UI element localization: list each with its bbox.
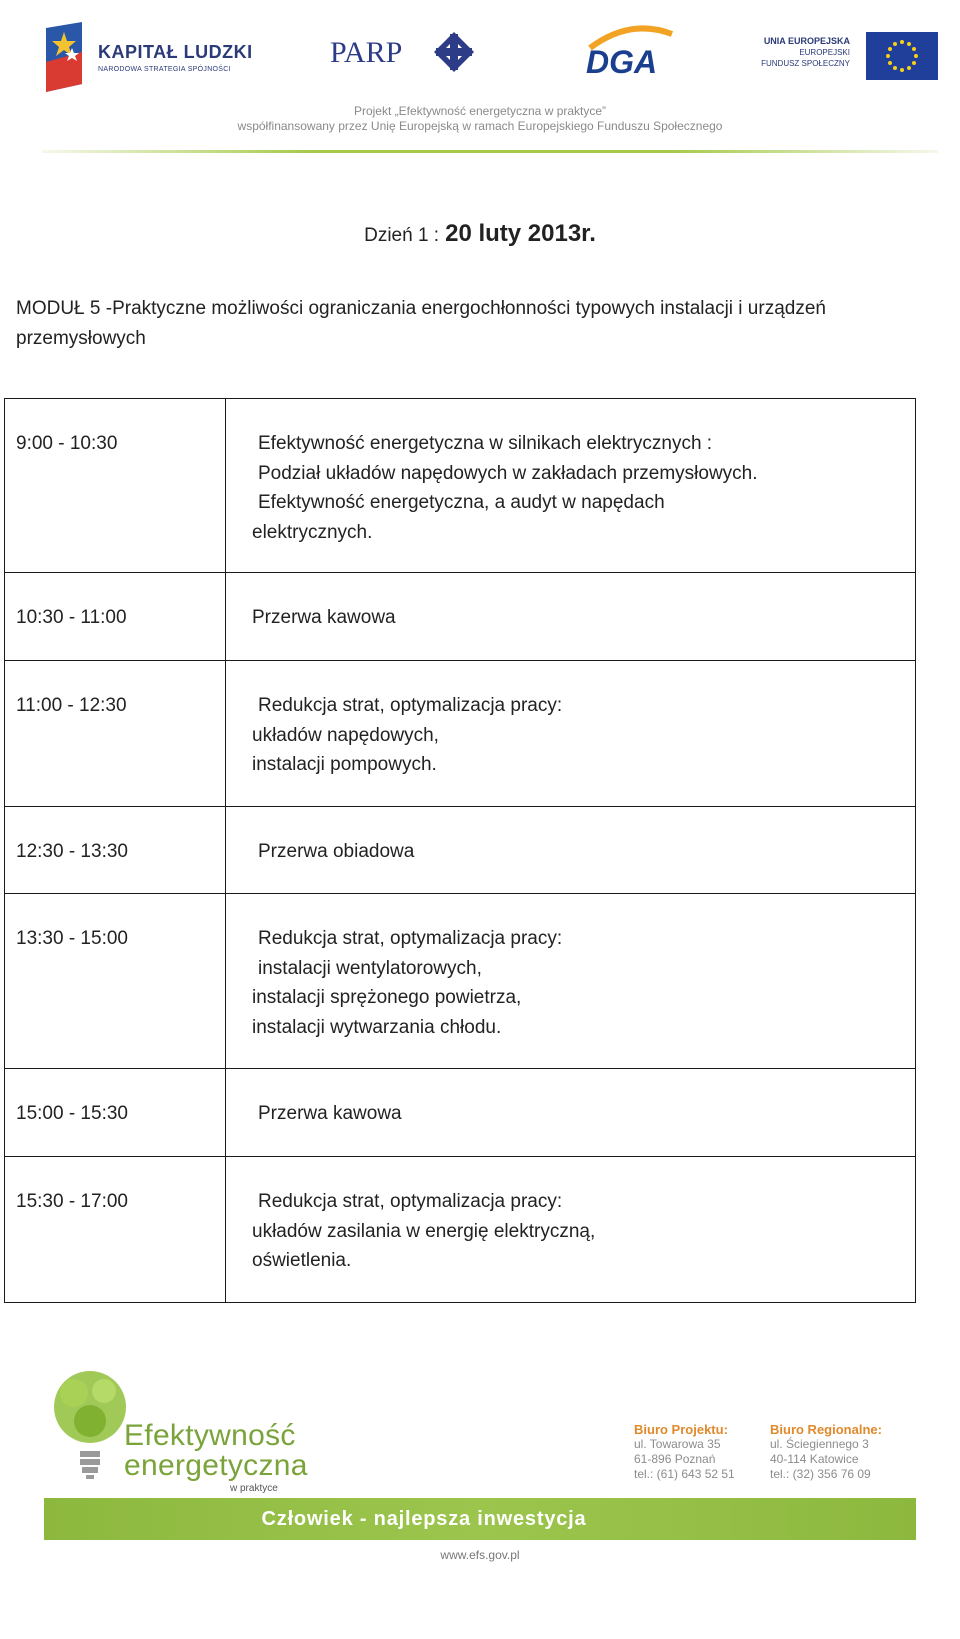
schedule-row bbox=[5, 894, 916, 1069]
slogan-text: Człowiek - najlepsza inwestycja bbox=[261, 1508, 587, 1530]
schedule-line: Redukcja strat, optymalizacja pracy: bbox=[258, 695, 563, 716]
schedule-time: 11:00 - 12:30 bbox=[5, 661, 226, 807]
parp-logo bbox=[330, 30, 480, 80]
schedule-line: Redukcja strat, optymalizacja pracy: bbox=[258, 1191, 563, 1212]
eu-logo-line3: FUNDUSZ SPOŁECZNY bbox=[761, 59, 850, 68]
day-label: Dzień 1 : bbox=[364, 225, 440, 246]
project-caption bbox=[0, 104, 960, 134]
module-title: MODUŁ 5 -Praktyczne możliwości ograniczania energochłonności typowych instalacji i urządzeń przemysłowych bbox=[16, 298, 826, 349]
kapital-ludzki-subtitle: NARODOWA STRATEGIA SPÓJNOŚCI bbox=[98, 66, 231, 73]
schedule-line: elektrycznych. bbox=[252, 521, 373, 543]
regional-office-address bbox=[770, 1422, 882, 1482]
project-office-address bbox=[634, 1422, 735, 1482]
schedule-row bbox=[5, 1157, 916, 1303]
website-link[interactable]: www.efs.gov.pl bbox=[440, 1548, 520, 1562]
project-caption-line2: współfinansowany przez Unię Europejską w ramach Europejskiego Funduszu Społecznego bbox=[237, 119, 723, 133]
schedule-time: 12:30 - 13:30 bbox=[5, 807, 226, 894]
schedule-line: Efektywność energetyczna w silnikach elektrycznych : bbox=[258, 433, 713, 454]
schedule-description bbox=[226, 1157, 916, 1303]
schedule-time: 9:00 - 10:30 bbox=[5, 399, 226, 573]
schedule-description bbox=[226, 807, 916, 894]
dga-logo bbox=[580, 22, 680, 82]
header-divider bbox=[42, 150, 938, 153]
schedule-row bbox=[5, 1069, 916, 1157]
schedule-description bbox=[226, 661, 916, 807]
schedule-description bbox=[226, 1069, 916, 1157]
schedule-line: Przerwa kawowa bbox=[252, 607, 396, 628]
schedule-line: układów zasilania w energię elektryczną, bbox=[252, 1220, 596, 1242]
schedule-line: Redukcja strat, optymalizacja pracy: bbox=[258, 928, 563, 949]
regional-office-line: tel.: (32) 356 76 09 bbox=[770, 1467, 871, 1481]
slogan-bar bbox=[44, 1498, 916, 1540]
schedule-line: Przerwa obiadowa bbox=[258, 841, 415, 862]
schedule-description bbox=[226, 573, 916, 661]
schedule-time: 13:30 - 15:00 bbox=[5, 894, 226, 1069]
schedule-line: Przerwa kawowa bbox=[258, 1103, 402, 1124]
eu-flag-icon bbox=[866, 32, 938, 80]
day-date: 20 luty 2013r. bbox=[445, 220, 596, 247]
efektywnosc-logo-line3: w praktyce bbox=[230, 1483, 278, 1494]
day-heading bbox=[0, 220, 960, 248]
schedule-time: 10:30 - 11:00 bbox=[5, 573, 226, 661]
eu-logo-line2: EUROPEJSKI bbox=[799, 48, 850, 57]
schedule-line: Podział układów napędowych w zakładach przemysłowych. bbox=[258, 462, 758, 484]
schedule-row bbox=[5, 573, 916, 661]
schedule-line: instalacji wentylatorowych, bbox=[258, 957, 482, 979]
efektywnosc-logo bbox=[50, 1365, 350, 1495]
efektywnosc-logo-line1: Efektywność bbox=[124, 1419, 296, 1452]
eu-logo bbox=[758, 32, 938, 82]
schedule-line: układów napędowych, bbox=[252, 724, 439, 746]
kapital-ludzki-title: KAPITAŁ LUDZKI bbox=[98, 42, 253, 62]
schedule-line: instalacji pompowych. bbox=[252, 754, 437, 775]
schedule-description bbox=[226, 894, 916, 1069]
eu-logo-line1: UNIA EUROPEJSKA bbox=[763, 36, 850, 46]
schedule-time: 15:00 - 15:30 bbox=[5, 1069, 226, 1157]
schedule-row bbox=[5, 399, 916, 573]
project-office-line: 61-896 Poznań bbox=[634, 1452, 716, 1466]
project-caption-line1: Projekt „Efektywność energetyczna w praktyce” bbox=[353, 104, 607, 118]
parp-wordmark: PARP bbox=[330, 36, 403, 69]
project-office-line: ul. Towarowa 35 bbox=[634, 1437, 721, 1451]
regional-office-line: 40-114 Katowice bbox=[770, 1452, 859, 1466]
lightbulb-tree-icon bbox=[50, 1365, 130, 1485]
efektywnosc-logo-line2: energetyczna bbox=[124, 1449, 308, 1482]
schedule-description bbox=[226, 399, 916, 573]
parp-arrows-icon bbox=[432, 30, 476, 74]
page-header bbox=[0, 0, 960, 160]
kapital-ludzki-logo bbox=[42, 18, 262, 98]
eu-logo-text bbox=[758, 36, 850, 69]
project-office-heading: Biuro Projektu: bbox=[634, 1422, 728, 1437]
schedule-table bbox=[4, 398, 916, 1303]
schedule-line: Efektywność energetyczna, a audyt w napędach bbox=[258, 492, 665, 513]
schedule-row bbox=[5, 807, 916, 894]
regional-office-line: ul. Ściegiennego 3 bbox=[770, 1437, 869, 1451]
schedule-line: instalacji wytwarzania chłodu. bbox=[252, 1016, 502, 1038]
kapital-ludzki-flag-icon bbox=[42, 22, 86, 92]
schedule-row bbox=[5, 661, 916, 807]
schedule-line: oświetlenia. bbox=[252, 1250, 352, 1271]
schedule-line: instalacji sprężonego powietrza, bbox=[252, 987, 522, 1008]
regional-office-heading: Biuro Regionalne: bbox=[770, 1422, 882, 1437]
page-footer bbox=[0, 1350, 960, 1639]
dga-wordmark: DGA bbox=[586, 44, 658, 80]
project-office-line: tel.: (61) 643 52 51 bbox=[634, 1467, 735, 1481]
schedule-time: 15:30 - 17:00 bbox=[5, 1157, 226, 1303]
